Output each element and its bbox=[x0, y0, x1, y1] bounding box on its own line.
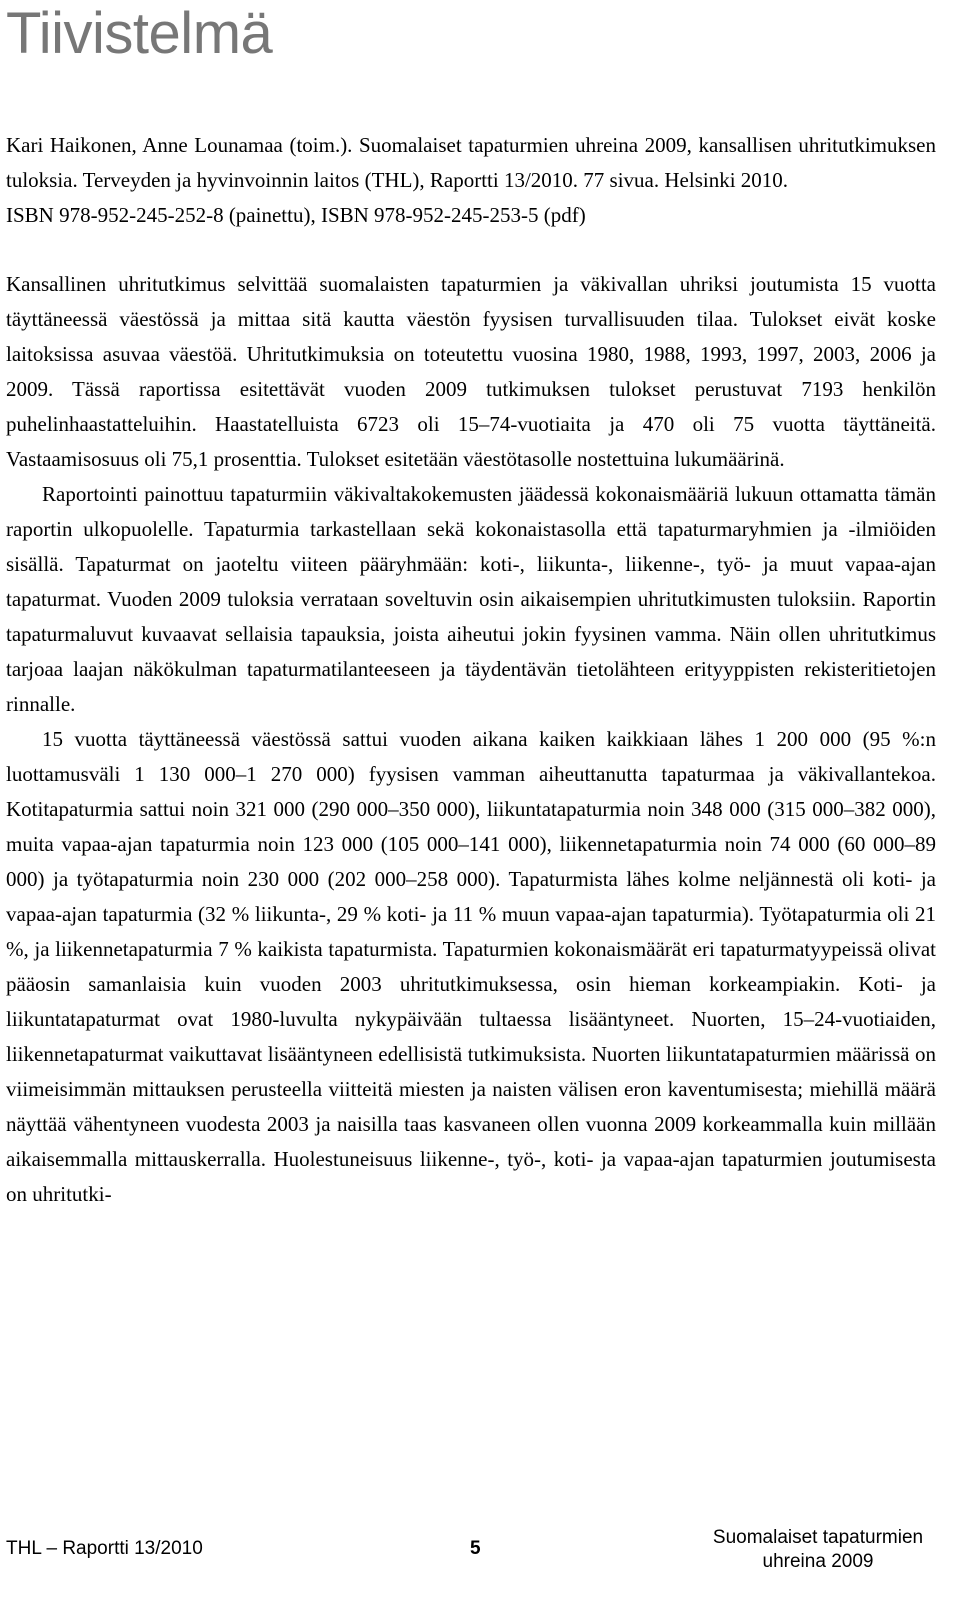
page-footer bbox=[0, 1526, 960, 1599]
document-body bbox=[6, 128, 936, 1212]
page-number: 5 bbox=[470, 1538, 481, 1559]
page-title: Tiivistelmä bbox=[6, 1, 273, 66]
abstract-paragraph-2: Raportointi painottuu tapaturmiin väkivaltakokemusten jäädessä kokonaismääriä lukuun ottamatta tämän raportin ulkopuolelle. Tapaturmia tarkastellaan sekä kokonaistasolla että tapaturmaryhmien ja -ilmiöiden sisällä. Tapaturmat on jaoteltu viiteen pääryhmään: koti-, liikunta-, liikenne-, työ- ja muut vapaa-ajan tapaturmat. Vuoden 2009 tuloksia verrataan soveltuvin osin aikaisempien uhritutkimusten tuloksiin. Raportin tapaturmaluvut kuvaavat sellaisia tapauksia, joista aiheutui jokin fyysinen vamma. Näin ollen uhritutkimus tarjoaa laajan näkökulman tapaturmatilanteeseen ja täydentävän tietolähteen erityyppisten rekisteritietojen rinnalle. bbox=[6, 482, 936, 716]
bibliographic-citation bbox=[6, 128, 936, 233]
abstract-paragraph-1: Kansallinen uhritutkimus selvittää suomalaisten tapaturmien ja väkivallan uhriksi joutumista 15 vuotta täyttäneessä väestössä ja mittaa sitä kautta väestön fyysisen turvallisuuden tilaa. Tulokset eivät koske laitoksissa asuvaa väestöä. Uhritutkimuksia on toteutettu vuosina 1980, 1988, 1993, 1997, 2003, 2006 ja 2009. Tässä raportissa esitettävät vuoden 2009 tutkimuksen tulokset perustuvat 7193 henkilön puhelinhaastatteluihin. Haastatelluista 6723 oli 15–74-vuotiaita ja 470 oli 75 vuotta täyttäneitä. Vastaamisosuus oli 75,1 prosenttia. Tulokset esitetään väestötasolle nostettuina lukumäärinä. bbox=[6, 272, 936, 471]
footer-title-line-1: Suomalaiset tapaturmien bbox=[712, 1527, 924, 1548]
footer-report-id: THL – Raportti 13/2010 bbox=[6, 1538, 203, 1559]
footer-title-line-2: uhreina 2009 bbox=[762, 1551, 874, 1572]
citation-reference: Kari Haikonen, Anne Lounamaa (toim.). Suomalaiset tapaturmien uhreina 2009, kansallisen uhritutkimuksen tuloksia. Terveyden ja hyvinvoinnin laitos (THL), Raportti 13/2010. 77 sivua. Helsinki 2010. bbox=[6, 133, 936, 192]
footer-report-title bbox=[698, 1526, 938, 1574]
citation-isbn: ISBN 978-952-245-252-8 (painettu), ISBN 978-952-245-253-5 (pdf) bbox=[6, 203, 586, 227]
abstract-text bbox=[6, 267, 936, 1212]
abstract-paragraph-3: 15 vuotta täyttäneessä väestössä sattui vuoden aikana kaiken kaikkiaan lähes 1 200 000 (95 %:n luottamusväli 1 130 000–1 270 000) fyysisen vamman aiheuttanutta tapaturmaa ja väkivallantekoa. Kotitapaturmia sattui noin 321 000 (290 000–350 000), liikuntatapaturmia noin 348 000 (315 000–382 000), muita vapaa-ajan tapaturmia noin 123 000 (105 000–141 000), liikennetapaturmia noin 74 000 (60 000–89 000) ja työtapaturmia noin 230 000 (202 000–258 000). Tapaturmista lähes kolme neljännestä oli koti- ja vapaa-ajan tapaturmia (32 % liikunta-, 29 % koti- ja 11 % muun vapaa-ajan tapaturmia). Työtapaturmia oli 21 %, ja liikennetapaturmia 7 % kaikista tapaturmista. Tapaturmien kokonaismäärät eri tapaturmatyypeissä olivat pääosin samanlaisia kuin vuoden 2003 uhritutkimuksessa, osin hieman korkeampiakin. Koti- ja liikuntatapaturmat ovat 1980-luvulta nykypäivään tultaessa lisääntyneet. Nuorten, 15–24-vuotiaiden, liikennetapaturmat vaikuttavat lisääntyneen edellisistä tutkimuksista. Nuorten liikuntatapaturmien määrissä on viimeisimmän mittauksen perusteella viitteitä miesten ja naisten välisen eron kaventumisesta; miehillä määrä näyttää vähentyneen vuodesta 2003 ja naisilla taas kasvaneen ollen vuonna 2009 korkeammalla kuin millään aikaisemmalla mittauskerralla. Huolestuneisuus liikenne-, työ-, koti- ja vapaa-ajan tapaturmien joutumisesta on uhritutki- bbox=[6, 727, 936, 1206]
